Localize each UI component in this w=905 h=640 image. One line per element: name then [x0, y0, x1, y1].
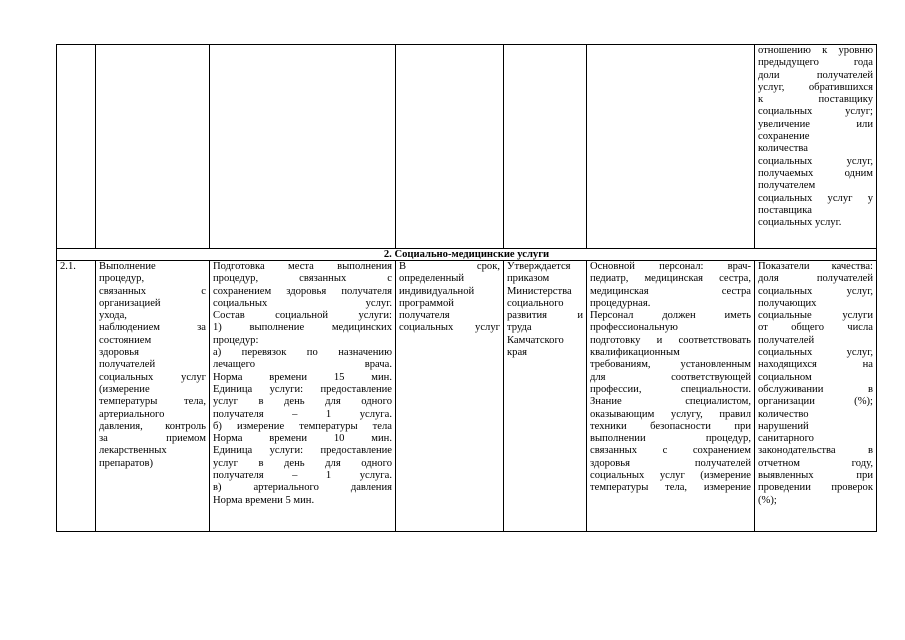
text-line: выявленных при — [758, 470, 873, 482]
text-line: организацией — [99, 297, 161, 309]
text-line: связанных с — [99, 285, 206, 297]
cell-service-conditions — [587, 261, 755, 532]
text-line: 1) выполнение медицинских — [213, 322, 392, 334]
text-line: Подготовка места выполнения — [213, 261, 392, 272]
text-line: индивидуальной — [399, 285, 475, 297]
text-line: артериального — [99, 408, 165, 420]
text-line: получателя – 1 услуга. — [213, 408, 392, 420]
text-line: процедур: — [213, 334, 259, 346]
text-line: техники безопасности при — [590, 420, 751, 432]
cell-service-term — [396, 261, 504, 532]
text-line: профессиональную — [590, 322, 678, 334]
text-line: края — [507, 347, 528, 359]
text-line: проведении проверок — [758, 482, 873, 494]
cell-service-name — [96, 261, 210, 532]
text-line: количество — [758, 408, 809, 420]
section-header-row — [57, 249, 877, 261]
text-line: состоянием — [99, 334, 152, 346]
text-line: В срок, — [399, 261, 500, 272]
text-line: температуры тела, — [99, 396, 206, 408]
text-line: наблюдением за — [99, 322, 206, 334]
text-line: процедур, — [99, 273, 145, 285]
text-line: социальные услуги — [758, 310, 873, 322]
text-line: Выполнение — [99, 261, 156, 272]
cell-name-empty — [96, 45, 210, 249]
text-line: сохранением здоровья получателя — [213, 285, 392, 297]
text-line: Основной персонал: врач- — [590, 261, 751, 272]
text-line: Камчатского — [507, 334, 564, 346]
text-line: доля получателей — [758, 273, 873, 285]
text-line: социальных услуг — [399, 322, 500, 334]
cell-service-tariff — [504, 261, 587, 532]
text-line: социальных услуг — [99, 371, 206, 383]
text-line: профессии, специальности. — [590, 383, 751, 395]
text-line: получателей — [758, 334, 815, 346]
text-line: отчетном году, — [758, 457, 873, 469]
text-line: за приемом — [99, 433, 206, 445]
text-line: выполнении процедур, — [590, 433, 751, 445]
text-line: лечащего врача. — [213, 359, 392, 371]
text-line: социальных услуг, — [758, 285, 873, 297]
text-line: нарушений — [758, 420, 809, 432]
text-line: от общего числа — [758, 322, 873, 334]
text-line: приказом — [507, 273, 550, 285]
cell-row-number: 2.1. — [57, 261, 96, 532]
text-line: услуг, обратившихся — [758, 81, 873, 93]
text-line: социального — [507, 297, 564, 309]
text-line: Единица услуги: предоставление — [213, 445, 392, 457]
text-line: для соответствующей — [590, 371, 751, 383]
text-line: педиатр, медицинская сестра, — [590, 273, 751, 285]
text-line: Норма времени 10 мин. — [213, 433, 392, 445]
text-line: в) артериального давления — [213, 482, 392, 494]
text-line: Министерства — [507, 285, 572, 297]
text-line: получателем — [758, 180, 816, 192]
services-standard-table — [56, 44, 877, 532]
text-line: организации (%); — [758, 396, 873, 408]
text-line: к поставщику — [758, 94, 873, 106]
cell-indicators-continuation — [755, 45, 877, 249]
text-line: Норма времени 5 мин. — [213, 494, 315, 506]
text-line: (%); — [758, 494, 777, 506]
text-line: давления, контроль — [99, 420, 206, 432]
text-line: поставщика — [758, 204, 812, 216]
text-line: социальных услуг, — [758, 155, 873, 167]
text-line: получаемых одним — [758, 167, 873, 179]
section-title: 2. Социально-медицинские услуги — [57, 249, 877, 261]
text-line: Знание специалистом, — [590, 396, 751, 408]
text-line: обслуживании в — [758, 383, 873, 395]
text-line: социальных услуг, — [758, 347, 873, 359]
text-line: социальных услуг; — [758, 106, 873, 118]
text-line: а) перевязок по назначению — [213, 347, 392, 359]
text-line: подготовку и соответствовать — [590, 334, 751, 346]
text-line: (измерение — [99, 383, 150, 395]
text-line: требованиям, установленным — [590, 359, 751, 371]
text-line: ухода, — [99, 310, 127, 322]
text-line: услуг в день для одного — [213, 396, 392, 408]
text-line: социальных услуг у — [758, 192, 873, 204]
text-line: находящихся на — [758, 359, 873, 371]
text-line: доли получателей — [758, 69, 873, 81]
text-line: препаратов) — [99, 457, 154, 469]
text-line: услуг в день для одного — [213, 457, 392, 469]
table-row-2-1 — [57, 261, 877, 532]
text-line: здоровья получателей — [590, 457, 751, 469]
text-line: б) измерение температуры тела — [213, 420, 392, 432]
text-line: увеличение или — [758, 118, 873, 130]
text-line: законодательства в — [758, 445, 873, 457]
cell-tariff-empty — [504, 45, 587, 249]
text-line: получателя – 1 услуга. — [213, 470, 392, 482]
text-line: развития и — [507, 310, 583, 322]
cell-number-empty — [57, 45, 96, 249]
text-line: процедур, связанных с — [213, 273, 392, 285]
text-line: отношению к уровню — [758, 45, 873, 56]
text-line: социальных услуг. — [213, 297, 392, 309]
text-line: социальных услуг. — [758, 217, 842, 229]
text-line: социальных услуг (измерение — [590, 470, 751, 482]
text-line: определенный — [399, 273, 465, 285]
text-line: получающих — [758, 297, 817, 309]
text-line: Состав социальной услуги: — [213, 310, 392, 322]
text-line: получателей — [99, 359, 156, 371]
text-line: санитарного — [758, 433, 814, 445]
cell-term-empty — [396, 45, 504, 249]
text-line: квалификационным — [590, 347, 680, 359]
text-line: предыдущего года — [758, 57, 873, 69]
text-line: Норма времени 15 мин. — [213, 371, 392, 383]
text-line: Показатели качества: — [758, 261, 873, 272]
cell-quality-indicators — [755, 261, 877, 532]
text-line: медицинская сестра — [590, 285, 751, 297]
text-line: сохранение — [758, 131, 810, 143]
text-line: труда — [507, 322, 532, 334]
cell-service-content — [210, 261, 396, 532]
text-line: Утверждается — [507, 261, 571, 272]
text-line: процедурная. — [590, 297, 651, 309]
text-line: программой — [399, 297, 454, 309]
cell-content-empty — [210, 45, 396, 249]
text-line: Персонал должен иметь — [590, 310, 751, 322]
text-line: количества — [758, 143, 808, 155]
text-line: оказывающим услугу, правил — [590, 408, 751, 420]
text-line: социальном — [758, 371, 812, 383]
text-line: здоровья — [99, 347, 139, 359]
text-line: температуры тела, измерение — [590, 482, 751, 494]
text-line: получателя — [399, 310, 450, 322]
text-line: Единица услуги: предоставление — [213, 383, 392, 395]
text-line: связанных с сохранением — [590, 445, 751, 457]
text-line: лекарственных — [99, 445, 167, 457]
table-row-continuation — [57, 45, 877, 249]
cell-conditions-empty — [587, 45, 755, 249]
